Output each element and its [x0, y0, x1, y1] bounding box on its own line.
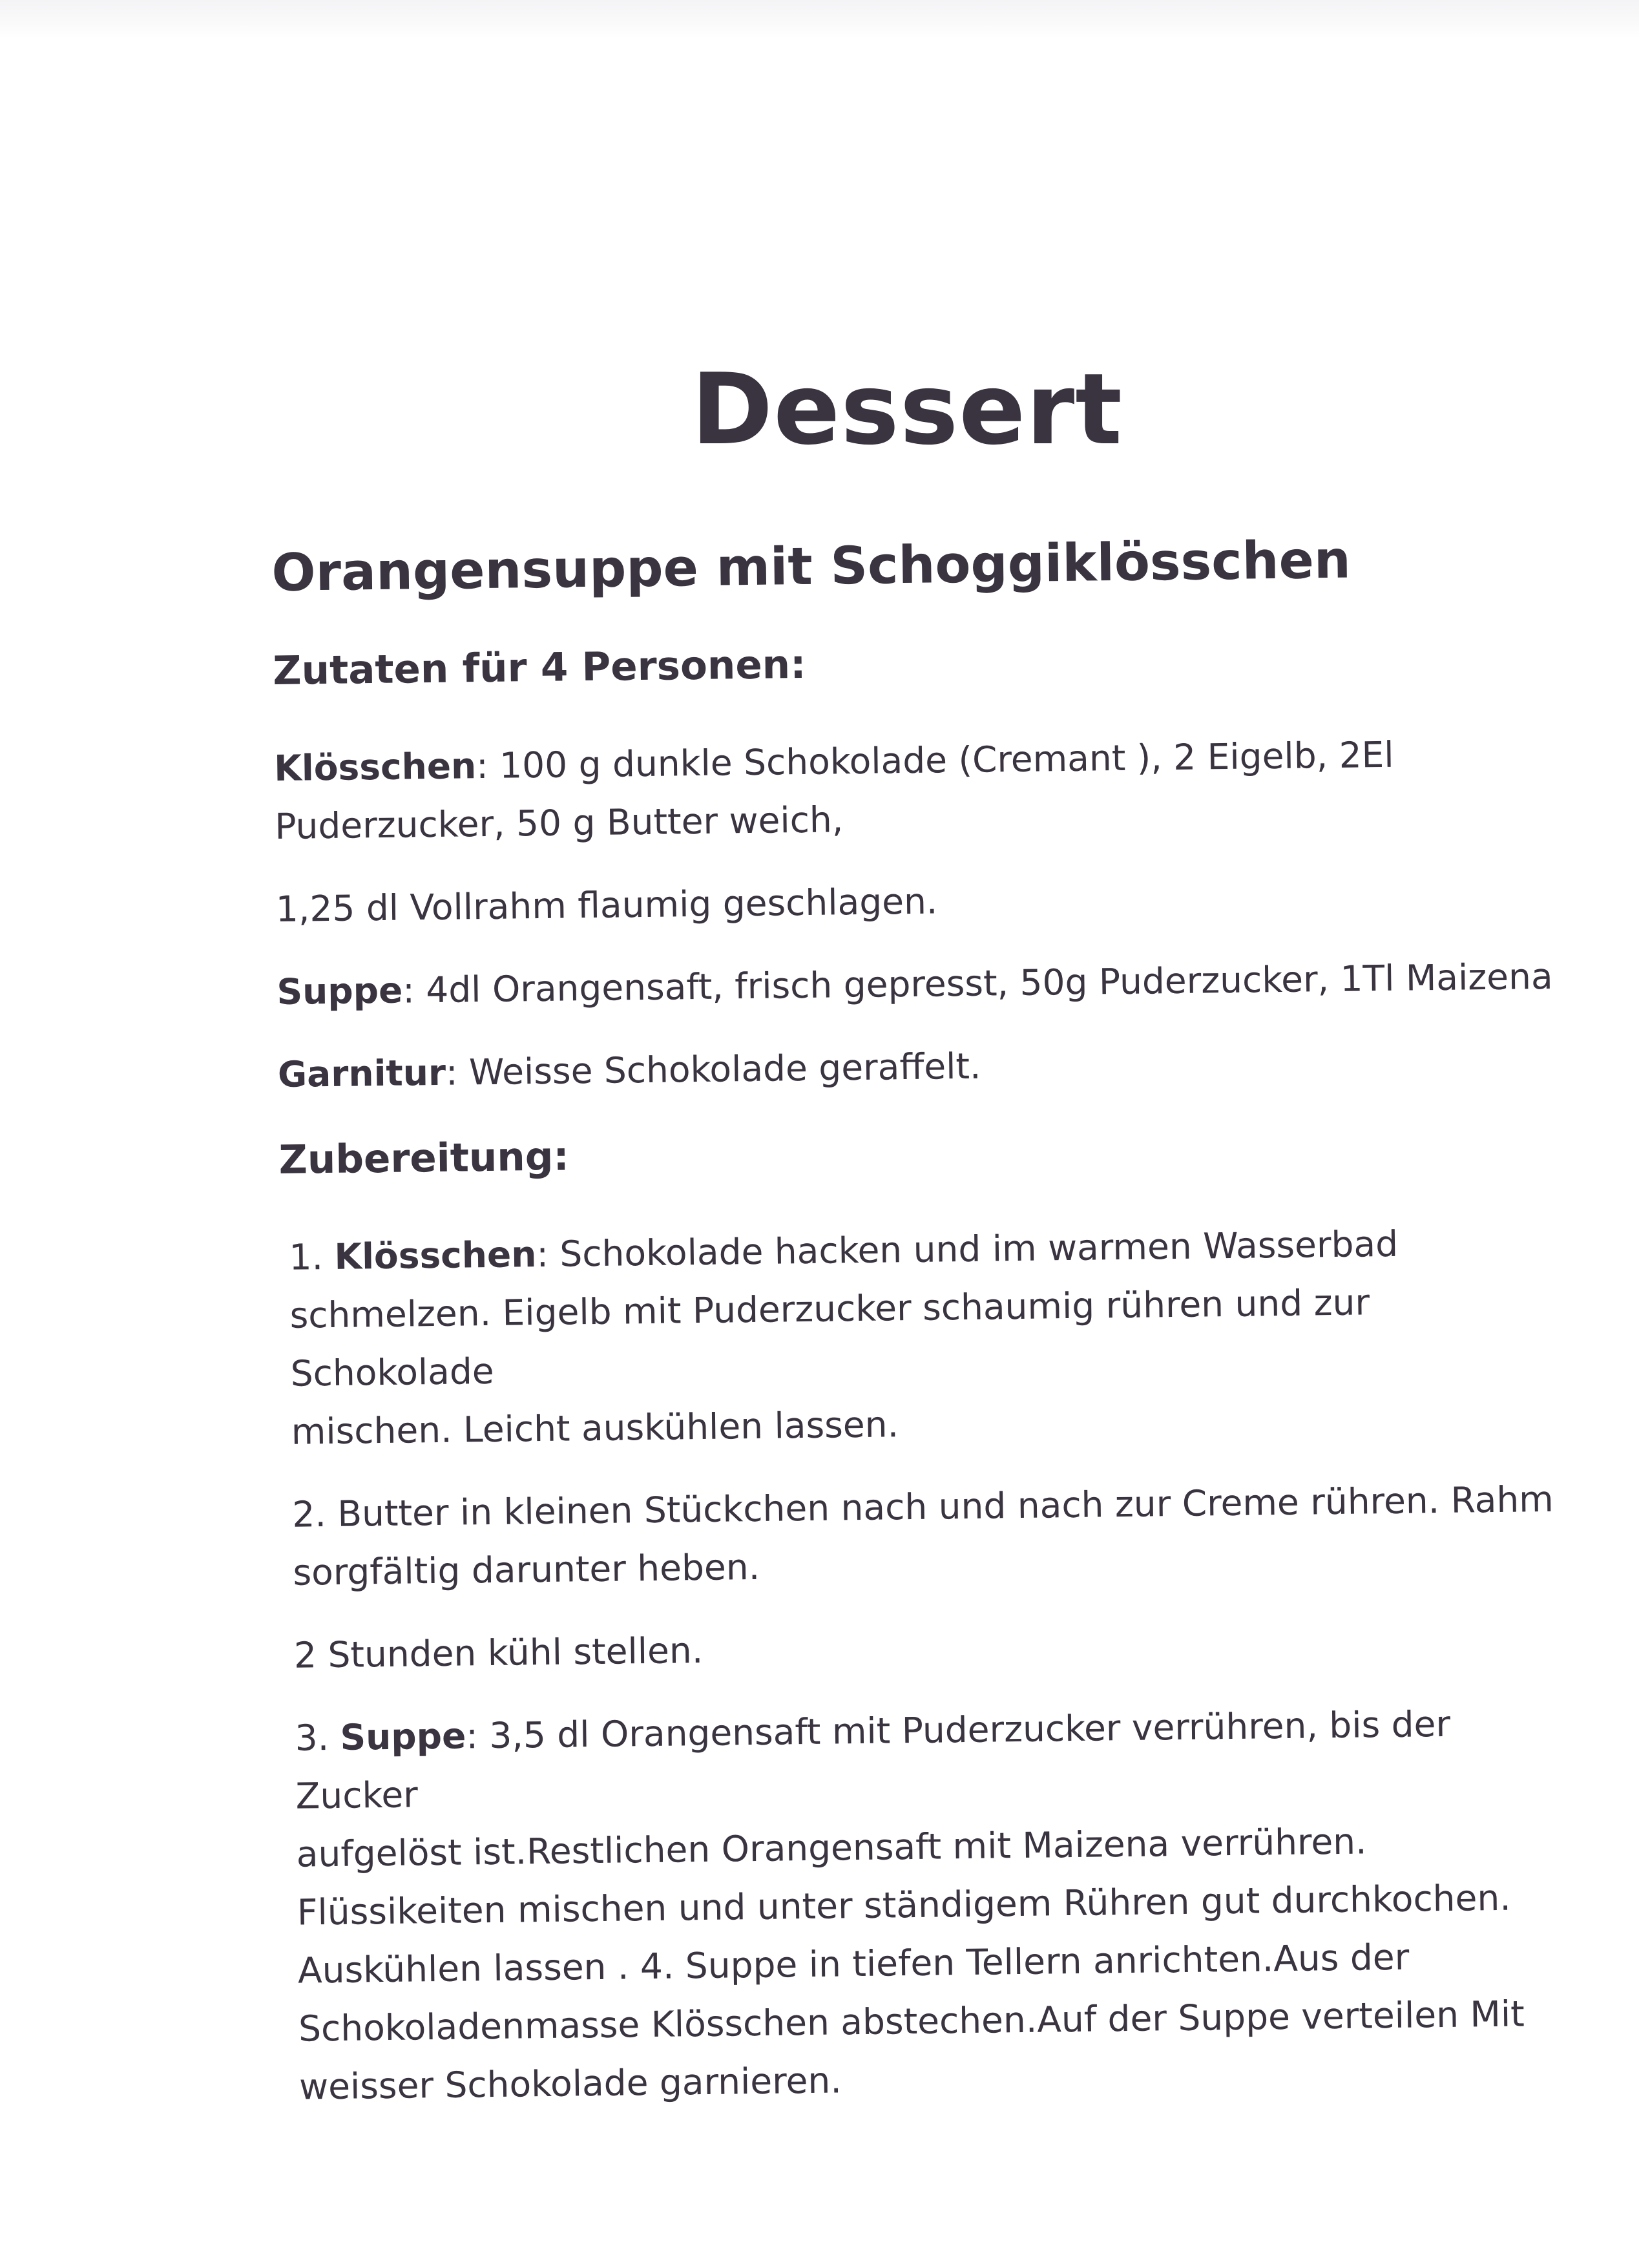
step-label: Suppe	[340, 1715, 466, 1758]
step-2-note	[284, 1610, 1577, 1684]
step-1	[280, 1212, 1574, 1460]
step-text: Butter in kleinen Stückchen nach und nach zur Creme rühren. Rahm sorgfältig darunter heben.	[293, 1478, 1554, 1593]
preparation-heading: Zubereitung:	[278, 1133, 570, 1183]
scan-edge-shadow	[0, 0, 1639, 39]
step-prefix: 2.	[291, 1493, 338, 1535]
ingredient-kloesschen	[274, 724, 1567, 856]
ingredient-text: : Weisse Schokolade geraffelt.	[445, 1045, 981, 1093]
step-text: : Schokolade hacken und im warmen Wasserbad schmelzen. Eigelb mit Puderzucker schaumig rühren und zur Schokolade mischen. Leicht auskühlen lassen.	[289, 1223, 1399, 1453]
recipe-content	[271, 527, 1583, 2141]
ingredient-text: 1,25 dl Vollrahm flaumig geschlagen.	[275, 880, 938, 930]
ingredient-text: : 100 g dunkle Schokolade (Cremant ), 2 Eigelb, 2El Puderzucker, 50 g Butter weich,	[274, 733, 1395, 847]
ingredient-label: Klösschen	[273, 745, 477, 789]
step-prefix: 1.	[289, 1235, 335, 1278]
document-title: Dessert	[691, 352, 1123, 467]
step-label: Klösschen	[334, 1234, 537, 1277]
ingredient-label: Garnitur	[277, 1051, 446, 1095]
ingredients-heading: Zutaten für 4 Personen:	[272, 641, 806, 694]
step-text: : 3,5 dl Orangensaft mit Puderzucker verrühren, bis der Zucker aufgelöst ist.Restlichen Orangensaft mit Maizena verrühren. Flüssikeiten mischen und unter ständigem Rühren gut durchkochen. Auskühlen lassen . 4. Suppe in tiefen Tellern anrichten.Aus der Schokoladenmasse Klösschen abstechen.Auf der Suppe verteilen Mit weisser Schokolade garnieren.	[295, 1703, 1525, 2108]
step-text: 2 Stunden kühl stellen.	[293, 1629, 704, 1676]
recipe-name: Orangensuppe mit Schoggiklösschen	[271, 529, 1352, 603]
ingredient-label: Suppe	[277, 969, 403, 1013]
ingredient-rahm	[275, 865, 1568, 938]
ingredient-text: : 4dl Orangensaft, frisch gepresst, 50g Puderzucker, 1Tl Maizena	[402, 955, 1553, 1011]
ingredient-suppe	[277, 947, 1569, 1021]
step-prefix: 3.	[295, 1716, 340, 1759]
step-2	[283, 1469, 1576, 1601]
step-3	[286, 1693, 1583, 2116]
ingredient-garnitur	[278, 1030, 1571, 1104]
